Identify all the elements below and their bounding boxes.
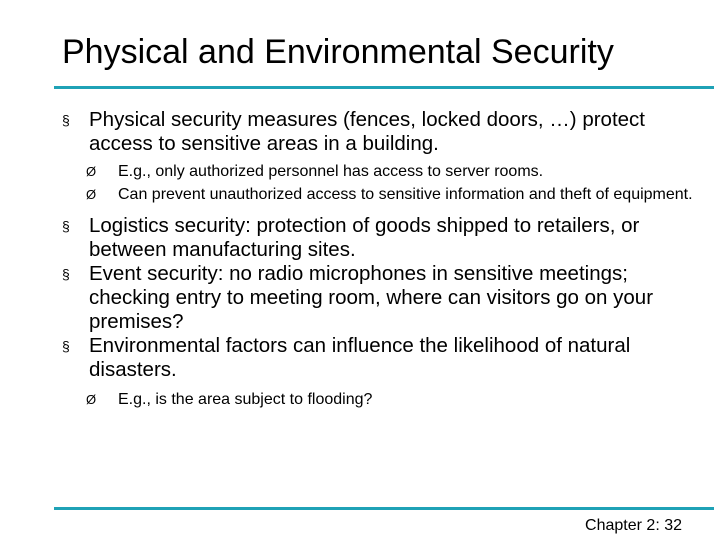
arrow-bullet-icon: Ø <box>86 164 97 179</box>
sub-bullet-text: E.g., is the area subject to flooding? <box>118 391 373 408</box>
bullet-item <box>62 262 702 334</box>
slide-title: Physical and Environmental Security <box>62 33 614 71</box>
sub-bullet-list <box>62 390 702 409</box>
bullet-item <box>62 334 702 382</box>
square-bullet-icon: § <box>62 112 70 128</box>
arrow-bullet-icon: Ø <box>86 187 97 202</box>
bullet-text: Environmental factors can influence the likelihood of natural disasters. <box>89 334 631 381</box>
slide-number: Chapter 2: 32 <box>585 517 682 534</box>
sub-bullet-list <box>62 162 702 204</box>
sub-bullet-text: E.g., only authorized personnel has access to server rooms. <box>118 163 544 180</box>
sub-bullet-item <box>62 162 702 181</box>
sub-bullet-text: Can prevent unauthorized access to sensitive information and theft of equipment. <box>118 186 693 203</box>
bullet-list <box>62 108 702 409</box>
bullet-item <box>62 214 702 262</box>
square-bullet-icon: § <box>62 218 70 234</box>
footer-divider <box>54 507 714 510</box>
title-divider <box>54 86 714 89</box>
bullet-text: Logistics security: protection of goods shipped to retailers, or between manufacturing sites. <box>89 214 640 261</box>
sub-bullet-item <box>62 390 702 409</box>
arrow-bullet-icon: Ø <box>86 392 97 407</box>
bullet-text: Physical security measures (fences, locked doors, …) protect access to sensitive areas in a building. <box>89 108 645 155</box>
bullet-item <box>62 108 702 156</box>
square-bullet-icon: § <box>62 338 70 354</box>
sub-bullet-item <box>62 185 702 204</box>
bullet-text: Event security: no radio microphones in sensitive meetings; checking entry to meeting room, where can visitors go on your premises? <box>89 262 654 333</box>
square-bullet-icon: § <box>62 266 70 282</box>
